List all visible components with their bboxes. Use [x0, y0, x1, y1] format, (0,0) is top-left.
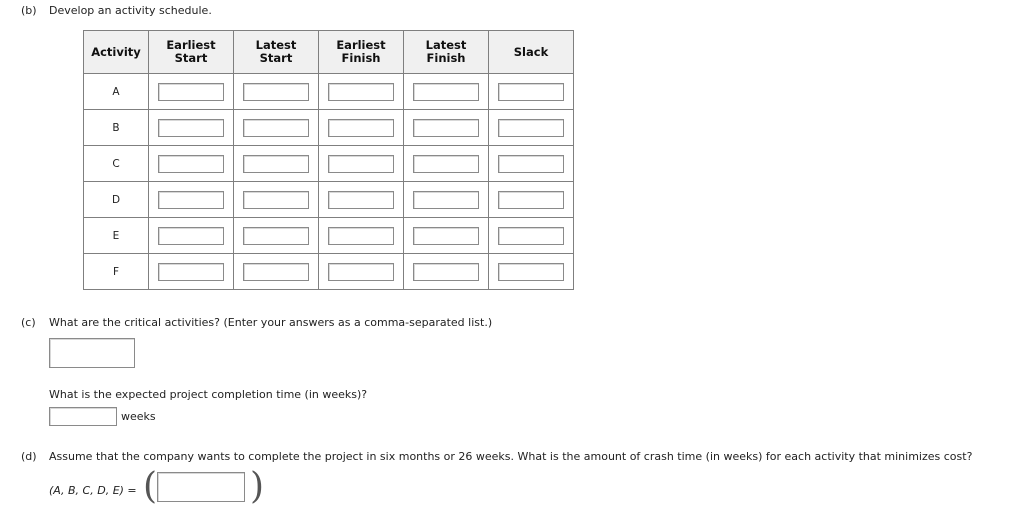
critical-activities-input[interactable]: [49, 338, 135, 368]
crash-vector-label: (A, B, C, D, E) =: [49, 484, 137, 497]
earliest-finish-input[interactable]: [328, 83, 394, 101]
slack-input[interactable]: [498, 155, 564, 173]
latest-finish-input[interactable]: [413, 83, 479, 101]
activity-cell: D: [84, 182, 149, 218]
table-row: [84, 74, 574, 110]
latest-start-input[interactable]: [243, 155, 309, 173]
activity-cell: E: [84, 218, 149, 254]
table-row: [84, 182, 574, 218]
latest-finish-input[interactable]: [413, 227, 479, 245]
earliest-start-input[interactable]: [158, 191, 224, 209]
earliest-finish-input[interactable]: [328, 155, 394, 173]
earliest-finish-input[interactable]: [328, 119, 394, 137]
slack-input[interactable]: [498, 191, 564, 209]
table-row: [84, 146, 574, 182]
latest-finish-input[interactable]: [413, 191, 479, 209]
completion-time-prompt: What is the expected project completion time (in weeks)?: [49, 388, 368, 401]
activity-cell: A: [84, 74, 149, 110]
latest-finish-input[interactable]: [413, 119, 479, 137]
crash-time-input[interactable]: [157, 472, 245, 502]
earliest-start-input[interactable]: [158, 119, 224, 137]
earliest-start-input[interactable]: [158, 83, 224, 101]
header-activity: Activity: [84, 31, 149, 74]
header-latest-finish: Latest Finish: [404, 31, 489, 74]
slack-input[interactable]: [498, 83, 564, 101]
latest-finish-input[interactable]: [413, 155, 479, 173]
table-row: [84, 254, 574, 290]
completion-time-input[interactable]: [49, 407, 117, 426]
activity-cell: C: [84, 146, 149, 182]
part-c-prompt: What are the critical activities? (Enter your answers as a comma-separated list.): [49, 316, 493, 329]
header-earliest-start: Earliest Start: [149, 31, 234, 74]
earliest-finish-input[interactable]: [328, 263, 394, 281]
table-row: [84, 110, 574, 146]
slack-input[interactable]: [498, 119, 564, 137]
latest-start-input[interactable]: [243, 227, 309, 245]
activity-cell: F: [84, 254, 149, 290]
table-row: [84, 218, 574, 254]
latest-start-input[interactable]: [243, 119, 309, 137]
earliest-finish-input[interactable]: [328, 227, 394, 245]
earliest-start-input[interactable]: [158, 155, 224, 173]
part-d-label: (d): [21, 450, 37, 463]
completion-unit-label: weeks: [121, 410, 156, 423]
activity-cell: B: [84, 110, 149, 146]
header-earliest-finish: Earliest Finish: [319, 31, 404, 74]
activity-schedule-table: [83, 30, 574, 290]
earliest-finish-input[interactable]: [328, 191, 394, 209]
part-c-label: (c): [21, 316, 36, 329]
part-b-label: (b): [21, 4, 37, 17]
table-header-row: [84, 31, 574, 74]
header-latest-start: Latest Start: [234, 31, 319, 74]
earliest-start-input[interactable]: [158, 227, 224, 245]
header-slack: Slack: [489, 31, 574, 74]
slack-input[interactable]: [498, 227, 564, 245]
open-paren: (: [143, 466, 158, 507]
latest-start-input[interactable]: [243, 191, 309, 209]
slack-input[interactable]: [498, 263, 564, 281]
latest-finish-input[interactable]: [413, 263, 479, 281]
part-d-prompt: Assume that the company wants to complete the project in six months or 26 weeks. What is the amount of crash time (in weeks) for each activity that minimizes cost?: [49, 450, 973, 463]
earliest-start-input[interactable]: [158, 263, 224, 281]
latest-start-input[interactable]: [243, 263, 309, 281]
part-b-prompt: Develop an activity schedule.: [49, 4, 212, 17]
latest-start-input[interactable]: [243, 83, 309, 101]
close-paren: ): [250, 466, 265, 507]
